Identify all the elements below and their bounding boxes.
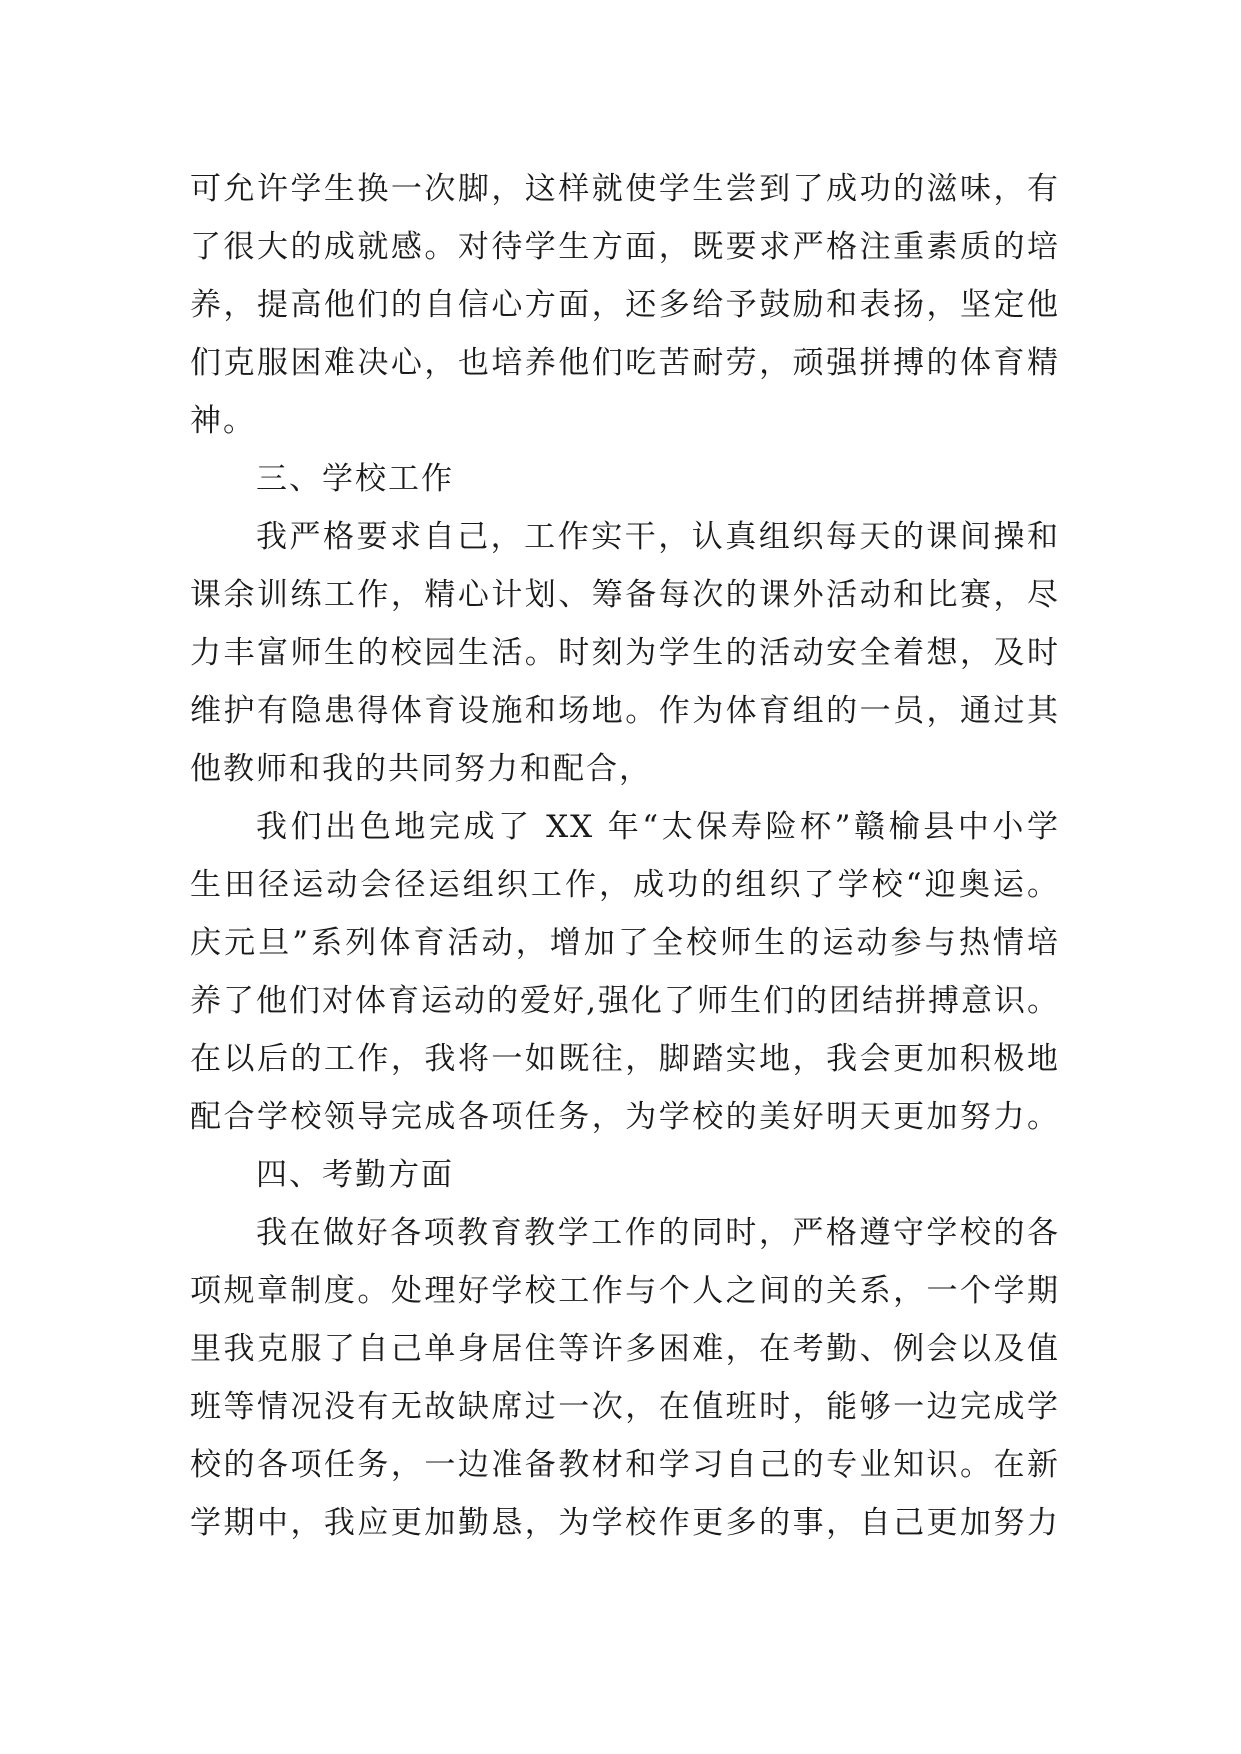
text-line: 项规章制度。处理好学校工作与个人之间的关系，一个学期: [190, 1273, 1060, 1309]
text-line: 维护有隐患得体育设施和场地。作为体育组的一员，通过其: [190, 693, 1060, 729]
text-line: 养了他们对体育运动的爱好,强化了师生们的团结拼搏意识。: [190, 983, 1060, 1019]
text-line: 可允许学生换一次脚，这样就使学生尝到了成功的滋味，有: [190, 171, 1060, 207]
text-line: 校的各项任务，一边准备教材和学习自己的专业知识。在新: [190, 1447, 1060, 1483]
section-heading-attendance: 四、考勤方面: [256, 1157, 454, 1193]
text-line: 学期中，我应更加勤恳，为学校作更多的事，自己更加努力: [190, 1505, 1060, 1541]
text-line: 我们出色地完成了 XX 年“太保寿险杯”赣榆县中小学: [256, 809, 1060, 845]
text-line: 班等情况没有无故缺席过一次，在值班时，能够一边完成学: [190, 1389, 1060, 1425]
text-line: 神。: [190, 403, 256, 439]
text-line: 我在做好各项教育教学工作的同时，严格遵守学校的各: [256, 1215, 1060, 1251]
text-line: 配合学校领导完成各项任务，为学校的美好明天更加努力。: [190, 1099, 1060, 1135]
document-body: [190, 160, 1060, 1552]
text-line: 生田径运动会径运组织工作，成功的组织了学校“迎奥运。: [190, 867, 1060, 903]
text-line: 们克服困难决心，也培养他们吃苦耐劳，顽强拼搏的体育精: [190, 345, 1060, 381]
text-line: 养，提高他们的自信心方面，还多给予鼓励和表扬，坚定他: [190, 287, 1060, 323]
text-line: 他教师和我的共同努力和配合，: [190, 751, 652, 787]
text-line: 了很大的成就感。对待学生方面，既要求严格注重素质的培: [190, 229, 1060, 265]
text-line: 里我克服了自己单身居住等许多困难，在考勤、例会以及值: [190, 1331, 1060, 1367]
text-line: 在以后的工作，我将一如既往，脚踏实地，我会更加积极地: [190, 1041, 1060, 1077]
section-heading-school-work: 三、学校工作: [256, 461, 454, 497]
text-line: 庆元旦”系列体育活动，增加了全校师生的运动参与热情培: [190, 925, 1060, 961]
text-line: 课余训练工作，精心计划、筹备每次的课外活动和比赛，尽: [190, 577, 1060, 613]
text-line: 力丰富师生的校园生活。时刻为学生的活动安全着想，及时: [190, 635, 1060, 671]
text-line: 我严格要求自己，工作实干，认真组织每天的课间操和: [256, 519, 1060, 555]
